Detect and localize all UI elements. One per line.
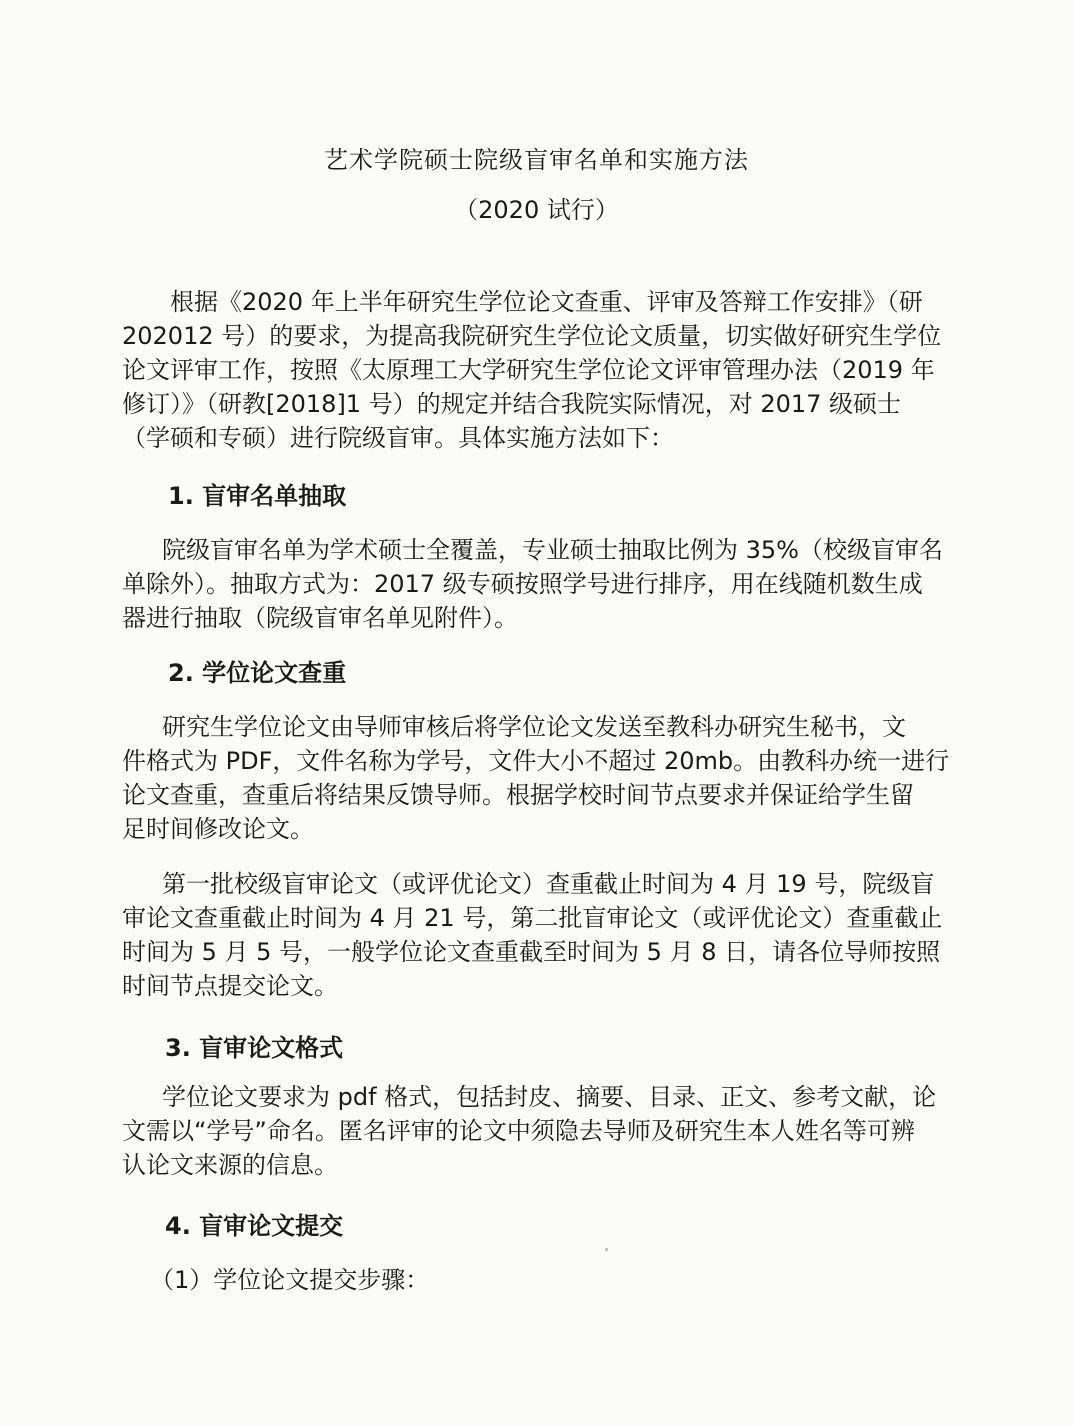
section3-line: 认论文来源的信息。 — [122, 1151, 338, 1179]
section4-subheading: （1）学位论文提交步骤： — [150, 1266, 430, 1294]
section2-deadline-line: 时间节点提交论文。 — [122, 972, 338, 1000]
intro-line: 202012 号）的要求，为提高我院研究生学位论文质量，切实做好研究生学位 — [122, 322, 942, 350]
section2-deadline-line: 第一批校级盲审论文（或评优论文）查重截止时间为 4 月 19 号，院级盲 — [162, 870, 935, 898]
section2-line: 足时间修改论文。 — [122, 815, 314, 843]
section-heading-plagiarism-check: 2. 学位论文查重 — [168, 659, 347, 687]
intro-line: 修订）》（研教[2018]1 号）的规定并结合我院实际情况，对 2017 级硕士 — [122, 390, 902, 418]
document-subtitle: （2020 试行） — [454, 196, 619, 224]
intro-line: （学硕和专硕）进行院级盲审。具体实施方法如下： — [122, 424, 674, 452]
section2-deadline-line: 时间为 5 月 5 号，一般学位论文查重截至时间为 5 月 8 日，请各位导师按照 — [122, 938, 941, 966]
section-heading-thesis-submission: 4. 盲审论文提交 — [165, 1212, 344, 1240]
section2-line: 件格式为 PDF，文件名称为学号，文件大小不超过 20mb。由教科办统一进行 — [122, 747, 950, 775]
section1-line: 单除外）。抽取方式为：2017 级专硕按照学号进行排序，用在线随机数生成 — [122, 570, 923, 598]
document-title: 艺术学院硕士院级盲审名单和实施方法 — [324, 146, 749, 174]
scan-speck — [605, 1248, 608, 1251]
section1-line: 院级盲审名单为学术硕士全覆盖，专业硕士抽取比例为 35%（校级盲审名 — [162, 536, 943, 564]
section3-line: 文需以“学号”命名。匿名评审的论文中须隐去导师及研究生本人姓名等可辨 — [122, 1117, 915, 1145]
section1-line: 器进行抽取（院级盲审名单见附件）。 — [122, 604, 518, 632]
section2-line: 研究生学位论文由导师审核后将学位论文发送至教科办研究生秘书，文 — [162, 713, 906, 741]
section2-line: 论文查重，查重后将结果反馈导师。根据学校时间节点要求并保证给学生留 — [122, 781, 914, 809]
section-heading-thesis-format: 3. 盲审论文格式 — [165, 1034, 344, 1062]
intro-line: 根据《2020 年上半年研究生学位论文查重、评审及答辩工作安排》（研 — [170, 288, 923, 316]
intro-line: 论文评审工作，按照《太原理工大学研究生学位论文评审管理办法（2019 年 — [122, 356, 935, 384]
section2-deadline-line: 审论文查重截止时间为 4 月 21 号，第二批盲审论文（或评优论文）查重截止 — [122, 904, 943, 932]
section3-line: 学位论文要求为 pdf 格式，包括封皮、摘要、目录、正文、参考文献，论 — [162, 1083, 937, 1111]
section-heading-list-extraction: 1. 盲审名单抽取 — [168, 482, 347, 510]
